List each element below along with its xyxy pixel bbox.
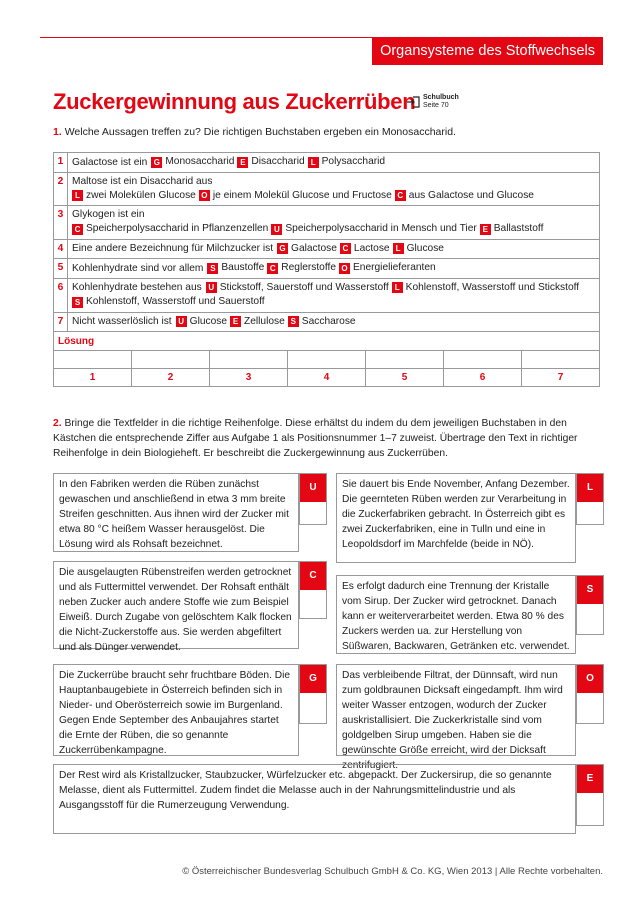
- statement-text: Kohlenhydrate bestehen aus: [72, 282, 202, 293]
- option-text: Baustoffe: [221, 262, 265, 273]
- statement-number: 5: [54, 259, 68, 279]
- text-box-g: [53, 664, 299, 756]
- answer-option: [480, 222, 544, 236]
- solution-table: [53, 331, 600, 387]
- statement-line: [72, 295, 595, 310]
- statements-table: [53, 152, 600, 332]
- option-letter: O: [339, 263, 350, 274]
- answer-option: [72, 189, 196, 203]
- solution-position-number: 2: [132, 369, 210, 387]
- statement-line: [72, 208, 595, 222]
- answer-option: [392, 281, 579, 295]
- option-text: Glucose: [406, 242, 444, 254]
- text-box-g-text: Die Zuckerrübe braucht sehr fruchtbare Böden. Die Hauptanbaugebiete in Österreich befinden sich in Nieder- und Oberösterreich sowie im Burgenland. Gegen Ende September des Anbaujahres startet die Ernte der Rüben, die so genannte Zuckerrübenkampagne.: [59, 670, 291, 756]
- option-letter: C: [72, 224, 83, 235]
- option-letter: G: [151, 157, 162, 168]
- answer-option: [340, 242, 390, 256]
- statement-number: 6: [54, 278, 68, 312]
- solution-position-number: 5: [366, 369, 444, 387]
- statement-row: [54, 278, 600, 312]
- task-1-text: Welche Aussagen treffen zu? Die richtigen Buchstaben ergeben ein Monosaccharid.: [64, 126, 456, 138]
- statement-row: [54, 312, 600, 332]
- solution-input-cell[interactable]: [288, 351, 366, 369]
- solution-input-cell[interactable]: [366, 351, 444, 369]
- option-letter: E: [480, 224, 491, 235]
- answer-option: [395, 189, 534, 203]
- answer-box-c[interactable]: [300, 590, 326, 618]
- answer-option: [393, 242, 444, 256]
- statement-text: Glykogen ist ein: [72, 209, 145, 220]
- text-box-c-text: Die ausgelaugten Rübenstreifen werden getrocknet und als Futtermittel verwendet. Der Rohsaft enthält neben Zucker auch andere Stoffe wie zum Beispiel Eiweiß. Durch Zugabe von gelöschtem Kalk flocken die Nicht-Zuckerstoffe aus. Sie werden abgefiltert und als Dünger verwendet.: [59, 567, 292, 653]
- text-box-l: [336, 473, 576, 563]
- solution-position-number: 4: [288, 369, 366, 387]
- schulbuch-page: Seite 70: [423, 102, 449, 109]
- option-text: Speicherpolysaccharid in Mensch und Tier: [285, 223, 477, 234]
- option-letter: U: [271, 224, 282, 235]
- statement-text: Nicht wasserlöslich ist: [72, 316, 172, 327]
- task-2-text: Bringe die Textfelder in die richtige Reihenfolge. Diese erhältst du indem du dem jeweiligen Buchstaben in den Kästchen die entsprechende Ziffer aus Aufgabe 1 als Positionsnummer 1–7 zuweist. Übertrage den Text in richtiger Reihenfolge in dein Biologieheft. Er beschreibt die Zuckergewinnung aus Zuckerrüben.: [53, 418, 578, 459]
- letter-tab-o: [576, 664, 604, 724]
- solution-position-number: 7: [522, 369, 600, 387]
- option-letter: S: [207, 263, 218, 274]
- statement-row: [54, 206, 600, 240]
- option-letter: S: [72, 297, 83, 308]
- answer-option: [72, 295, 265, 309]
- statement-text: Kohlenhydrate sind vor allem: [72, 262, 204, 274]
- option-letter: L: [72, 190, 83, 201]
- option-letter: E: [230, 316, 241, 327]
- book-arrow-icon: [406, 96, 420, 108]
- statement-content: [68, 259, 600, 279]
- answer-option: [267, 261, 336, 275]
- task-2-instruction: [53, 416, 603, 461]
- option-text: aus Galactose und Glucose: [408, 189, 534, 201]
- statement-number: 4: [54, 239, 68, 259]
- task-2-number: 2.: [53, 418, 62, 429]
- statement-number: 3: [54, 206, 68, 240]
- letter-tab-s: [576, 575, 604, 635]
- letter-tab-l: [576, 473, 604, 525]
- option-text: Saccharose: [301, 315, 356, 327]
- text-box-s-text: Es erfolgt dadurch eine Trennung der Kristalle vom Sirup. Der Zucker wird getrocknet. Danach kann er weiterverarbeitet werden. Etwa 80 % des Zuckers werden ua. zur Herstellung von Süßwaren, Backwaren, Getränken etc. verwendet.: [342, 581, 570, 652]
- task-1-number: 1.: [53, 126, 62, 138]
- option-letter: L: [393, 243, 404, 254]
- schulbuch-reference: [406, 94, 459, 110]
- option-letter: C: [340, 243, 351, 254]
- letter-o: O: [577, 665, 603, 693]
- option-letter: L: [392, 282, 403, 293]
- text-box-c: [53, 561, 299, 653]
- letter-g: G: [300, 665, 326, 693]
- answer-option: [176, 315, 227, 329]
- chapter-banner: Organsysteme des Stoffwechsels: [372, 38, 603, 65]
- solution-input-cell[interactable]: [444, 351, 522, 369]
- answer-option: [151, 155, 234, 169]
- statement-content: [68, 312, 600, 332]
- option-text: Monosaccharid: [165, 156, 235, 167]
- letter-tab-g: [299, 664, 327, 724]
- option-text: Glucose: [189, 315, 228, 327]
- answer-box-o[interactable]: [577, 693, 603, 723]
- option-text: Lactose: [353, 242, 390, 254]
- solution-input-cell[interactable]: [132, 351, 210, 369]
- solution-input-cell[interactable]: [210, 351, 288, 369]
- statement-content: [68, 172, 600, 206]
- option-text: Galactose: [291, 242, 337, 254]
- option-text: Zellulose: [244, 315, 285, 327]
- solution-label: Lösung: [54, 332, 600, 351]
- solution-input-cell[interactable]: [522, 351, 600, 369]
- text-box-o-text: Das verbleibende Filtrat, der Dünnsaft, wird nun zum goldbraunen Dicksaft eingedampft. Ihm wird weiter Wasser entzogen, wodurch der Zucker auskristallisiert. Die Zuckerkristalle sind vom goldgelben Sirup umgeben. Haben sie die gewünschte Größe erreicht, wird der Dicksaft zentrifugiert.: [342, 670, 563, 771]
- option-letter: S: [288, 316, 299, 327]
- statement-row: [54, 153, 600, 173]
- task-1-instruction: [53, 126, 456, 138]
- answer-box-e[interactable]: [577, 793, 603, 825]
- option-letter: U: [206, 282, 217, 293]
- solution-input-cell[interactable]: [54, 351, 132, 369]
- statement-line: [72, 261, 595, 276]
- answer-option: [207, 261, 264, 275]
- answer-option: [237, 155, 304, 169]
- statement-row: [54, 259, 600, 279]
- statement-content: [68, 206, 600, 240]
- answer-option: [230, 315, 285, 329]
- option-letter: G: [277, 243, 288, 254]
- solution-position-number: 6: [444, 369, 522, 387]
- answer-option: [339, 261, 436, 275]
- text-box-o: [336, 664, 576, 771]
- statement-text: Galactose ist ein: [72, 156, 148, 168]
- option-text: Kohlenstoff, Wasserstoff und Sauerstoff: [86, 296, 265, 307]
- answer-option: [288, 315, 356, 329]
- statement-line: [72, 315, 595, 330]
- copyright-footer: © Österreichischer Bundesverlag Schulbuch GmbH & Co. KG, Wien 2013 | Alle Rechte vorbehalten.: [182, 866, 603, 877]
- text-box-u: [53, 473, 299, 552]
- statement-number: 2: [54, 172, 68, 206]
- option-letter: C: [395, 190, 406, 201]
- statement-content: [68, 278, 600, 312]
- text-box-e: [53, 764, 576, 834]
- option-letter: L: [308, 157, 319, 168]
- statement-number: 7: [54, 312, 68, 332]
- solution-position-number: 1: [54, 369, 132, 387]
- text-box-e-text: Der Rest wird als Kristallzucker, Staubzucker, Würfelzucker etc. abgepackt. Der Zuckersirup, die so genannte Melasse, dient als Futtermittel. Zudem findet die Melasse auch in der Nahrungsmittelindustrie und als Ausgangsstoff für die Rumerzeugung Verwendung.: [59, 770, 552, 811]
- statement-line: [72, 281, 595, 296]
- letter-u: U: [300, 474, 326, 502]
- statement-line: [72, 222, 595, 237]
- answer-box-u[interactable]: [300, 502, 326, 524]
- statement-text: Maltose ist ein Disaccharid aus: [72, 175, 213, 187]
- statement-content: [68, 153, 600, 173]
- text-box-l-text: Sie dauert bis Ende November, Anfang Dezember. Die geernteten Rüben werden zur Verarbeitung in die Zuckerfabriken gebracht. In Österreich gibt es zwei Zuckerfabriken, eine in Tulln und eine in Leopoldsdorf im Marchfelde (beide in NÖ).: [342, 479, 570, 550]
- option-letter: C: [267, 263, 278, 274]
- letter-tab-u: [299, 473, 327, 525]
- option-text: Reglerstoffe: [281, 262, 336, 273]
- option-letter: O: [199, 190, 210, 201]
- letter-e: E: [577, 765, 603, 793]
- solution-position-number: 3: [210, 369, 288, 387]
- option-text: Ballaststoff: [493, 223, 544, 234]
- option-text: zwei Molekülen Glucose: [86, 189, 196, 201]
- answer-option: [271, 222, 476, 236]
- statement-content: [68, 239, 600, 259]
- option-text: Energielieferanten: [353, 262, 436, 273]
- option-letter: E: [237, 157, 248, 168]
- option-letter: U: [176, 316, 187, 327]
- answer-option: [199, 189, 392, 203]
- answer-option: [206, 281, 389, 295]
- option-text: Speicherpolysaccharid in Pflanzenzellen: [86, 223, 269, 234]
- answer-box-g[interactable]: [300, 693, 326, 723]
- schulbuch-label: Schulbuch: [423, 94, 459, 101]
- text-box-s: [336, 575, 576, 654]
- statement-row: [54, 172, 600, 206]
- statement-line: [72, 242, 595, 257]
- letter-tab-e: [576, 764, 604, 826]
- option-text: Kohlenstoff, Wasserstoff und Stickstoff: [405, 281, 580, 293]
- statement-number: 1: [54, 153, 68, 173]
- answer-box-l[interactable]: [577, 502, 603, 524]
- statement-text: Eine andere Bezeichnung für Milchzucker ist: [72, 243, 274, 254]
- letter-s: S: [577, 576, 603, 604]
- text-box-u-text: In den Fabriken werden die Rüben zunächst gewaschen und anschließend in etwa 3 mm breite Streifen geschnitten. Aus ihnen wird der Zucker mit etwa 80 °C heißem Wasser herausgelöst. Die Lösung wird als Rohsaft bezeichnet.: [59, 479, 289, 550]
- option-text: Stickstoff, Sauerstoff und Wasserstoff: [219, 281, 389, 293]
- answer-option: [277, 242, 337, 256]
- statement-line: [72, 155, 595, 170]
- answer-box-s[interactable]: [577, 604, 603, 634]
- page-title: Zuckergewinnung aus Zuckerrüben: [53, 89, 416, 114]
- statement-line: [72, 175, 595, 189]
- statement-line: [72, 189, 595, 204]
- letter-c: C: [300, 562, 326, 590]
- option-text: Disaccharid: [251, 156, 305, 167]
- answer-option: [308, 155, 385, 169]
- letter-l: L: [577, 474, 603, 502]
- option-text: Polysaccharid: [321, 156, 386, 167]
- option-text: je einem Molekül Glucose und Fructose: [212, 189, 392, 201]
- letter-tab-c: [299, 561, 327, 619]
- answer-option: [72, 222, 268, 236]
- statement-row: [54, 239, 600, 259]
